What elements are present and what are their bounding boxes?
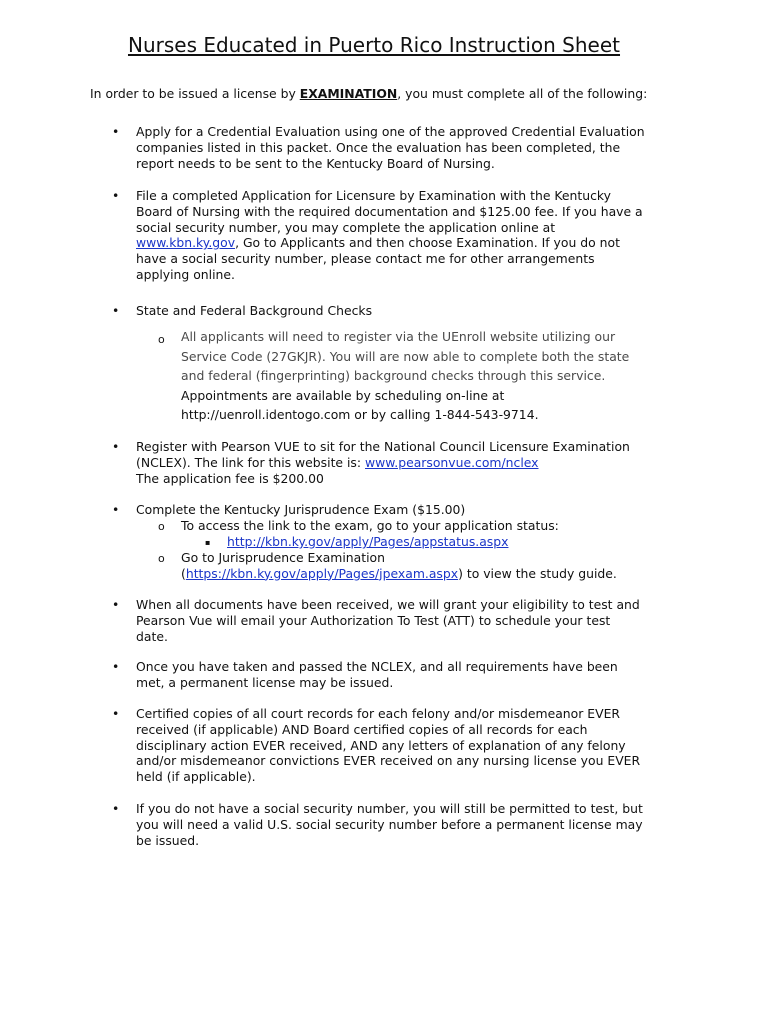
text-fragment: ) to view the study guide. xyxy=(458,565,617,581)
text-line: applying online. xyxy=(136,266,235,282)
list-item-jurisprudence-exam xyxy=(136,502,676,518)
bullet-icon: • xyxy=(112,597,120,612)
text-line: Apply for a Credential Evaluation using one of the approved Credential Evaluation xyxy=(136,124,645,139)
examination-emphasis: EXAMINATION xyxy=(299,86,398,101)
text-line: Once you have taken and passed the NCLEX, and all requirements have been xyxy=(136,659,618,674)
text-line: report needs to be sent to the Kentucky Board of Nursing. xyxy=(136,155,495,171)
text-line: All applicants will need to register via the UEnroll website utilizing our xyxy=(181,329,616,344)
text-line: and/or misdemeanor convictions EVER received on any nursing license you EVER xyxy=(136,753,641,769)
text-line: received (if applicable) AND Board certified copies of all records for each xyxy=(136,721,588,737)
text-line: If you do not have a social security number, you will still be permitted to test, but xyxy=(136,801,643,816)
text-fragment: ( xyxy=(181,565,186,581)
bullet-icon: • xyxy=(112,659,120,674)
text-line: you will need a valid U.S. social security number before a permanent license may xyxy=(136,816,643,832)
sub-item-uenroll xyxy=(181,327,681,425)
sub-bullet-icon: o xyxy=(158,333,165,346)
list-item-credential-evaluation xyxy=(136,124,676,171)
text-line: disciplinary action EVER received, AND any letters of explanation of any felony xyxy=(136,737,626,753)
kbn-website-link[interactable]: www.kbn.ky.gov xyxy=(136,235,236,251)
text-line xyxy=(136,235,676,251)
text-line: http://uenroll.identogo.com or by calling 1-844-543-9714. xyxy=(181,407,539,422)
pearsonvue-link[interactable]: www.pearsonvue.com/nclex xyxy=(365,454,539,470)
text-line: have a social security number, please contact me for other arrangements xyxy=(136,251,595,267)
text-line: Board of Nursing with the required documentation and $125.00 fee. If you have a xyxy=(136,203,643,219)
text-line: File a completed Application for Licensure by Examination with the Kentucky xyxy=(136,188,611,203)
text-line: date. xyxy=(136,628,168,644)
list-item-nclex-passed xyxy=(136,659,676,691)
text-line: The application fee is $200.00 xyxy=(136,470,324,486)
sub-item-application-status: To access the link to the exam, go to your application status: xyxy=(181,518,559,533)
text-line: social security number, you may complete the application online at xyxy=(136,219,556,235)
text-line: Appointments are available by scheduling on-line at xyxy=(181,387,505,403)
text-line: Pearson Vue will email your Authorization To Test (ATT) to schedule your test xyxy=(136,612,611,628)
appstatus-link[interactable]: http://kbn.ky.gov/apply/Pages/appstatus.aspx xyxy=(227,534,509,549)
sub-item-jurisprudence-examination xyxy=(181,550,681,582)
text-line: When all documents have been received, we will grant your eligibility to test and xyxy=(136,597,640,612)
item-heading: State and Federal Background Checks xyxy=(136,303,373,318)
list-item-pearson-vue xyxy=(136,439,676,486)
text-line xyxy=(181,566,681,582)
text-line: and federal (fingerprinting) background checks through this service. xyxy=(181,368,606,383)
bullet-icon: • xyxy=(112,303,120,318)
sub-bullet-icon: o xyxy=(158,552,165,565)
text-line: met, a permanent license may be issued. xyxy=(136,674,394,690)
list-item-eligibility xyxy=(136,597,676,644)
text-fragment: (NCLEX). The link for this website is: xyxy=(136,454,365,470)
item-heading: Complete the Kentucky Jurisprudence Exam ($15.00) xyxy=(136,502,466,517)
bullet-icon: • xyxy=(112,188,120,203)
square-bullet-icon: ▪ xyxy=(205,538,211,547)
bullet-icon: • xyxy=(112,801,120,816)
text-line: Register with Pearson VUE to sit for the National Council Licensure Examination xyxy=(136,439,630,454)
text-line xyxy=(136,455,676,471)
text-line: Service Code (27GKJR). You will are now able to complete both the state xyxy=(181,348,630,364)
bullet-icon: • xyxy=(112,439,120,454)
intro-after: , you must complete all of the following: xyxy=(397,86,648,101)
text-line: companies listed in this packet. Once the evaluation has been completed, the xyxy=(136,139,621,155)
intro-before: In order to be issued a license by xyxy=(90,86,300,101)
intro-text xyxy=(90,86,647,101)
bullet-icon: • xyxy=(112,124,120,139)
bullet-icon: • xyxy=(112,502,120,517)
text-line: be issued. xyxy=(136,832,200,848)
list-item-background-checks xyxy=(136,303,676,319)
sub-bullet-icon: o xyxy=(158,520,165,533)
list-item-court-records xyxy=(136,706,676,785)
text-line: Go to Jurisprudence Examination xyxy=(181,550,385,565)
text-line: held (if applicable). xyxy=(136,769,256,785)
list-item-application xyxy=(136,188,676,283)
list-item-social-security xyxy=(136,801,676,848)
appstatus-link-line xyxy=(227,534,508,550)
bullet-icon: • xyxy=(112,706,120,721)
text-fragment: , Go to Applicants and then choose Examination. If you do not xyxy=(235,235,620,251)
page-title: Nurses Educated in Puerto Rico Instruction Sheet xyxy=(127,33,621,57)
text-line: Certified copies of all court records for each felony and/or misdemeanor EVER xyxy=(136,706,621,721)
jpexam-link[interactable]: https://kbn.ky.gov/apply/Pages/jpexam.aspx xyxy=(185,565,459,581)
